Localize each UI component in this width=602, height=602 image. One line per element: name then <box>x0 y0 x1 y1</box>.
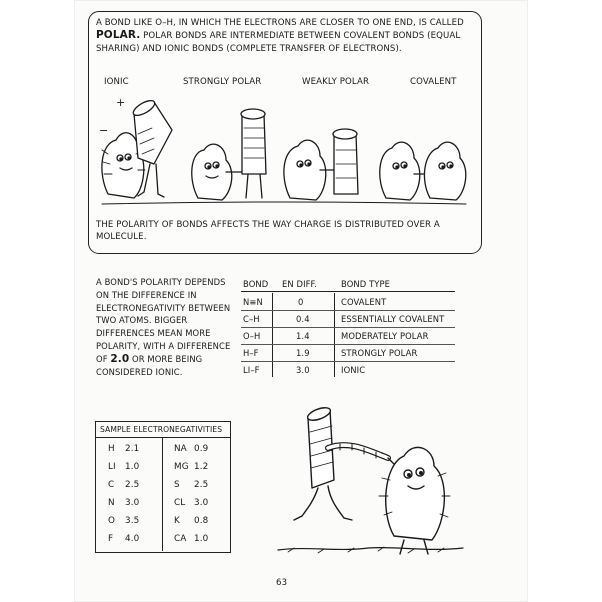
bond-table-header-diff: EN DIFF. <box>282 279 317 289</box>
closing-text: THE POLARITY OF BONDS AFFECTS THE WAY CHARGE IS DISTRIBUTED OVER A MOLECULE. <box>96 220 440 243</box>
table-row-type: IONIC <box>341 365 366 375</box>
element-value: 1.0 <box>125 462 140 472</box>
element-symbol: S <box>174 480 180 490</box>
category-ionic: IONIC <box>104 77 129 87</box>
table-row-bond: C–H <box>243 314 260 324</box>
table-row-type: STRONGLY POLAR <box>341 348 418 358</box>
table-row-type: COVALENT <box>341 297 387 307</box>
element-symbol: CL <box>174 498 186 508</box>
table-row-diff: 0.4 <box>296 314 310 324</box>
element-symbol: K <box>174 516 180 526</box>
element-value: 1.2 <box>194 462 209 472</box>
element-value: 0.8 <box>194 516 209 526</box>
element-symbol: N <box>108 498 115 508</box>
element-value: 2.5 <box>125 480 140 490</box>
table-row-bond: LI–F <box>243 365 260 375</box>
bond-table-row-rule <box>241 344 455 345</box>
element-symbol: NA <box>174 444 187 454</box>
intro-part1: A BOND LIKE O–H, IN WHICH THE ELECTRONS ARE CLOSER TO ONE END, IS CALLED <box>96 18 464 28</box>
category-strongly-polar: STRONGLY POLAR <box>183 77 262 87</box>
minus-charge: − <box>99 124 109 137</box>
element-value: 2.5 <box>194 480 209 490</box>
intro-part2: POLAR BONDS ARE INTERMEDIATE BETWEEN COVALENT BONDS (EQUAL SHARING) AND IONIC BONDS (COMPLETE TRANSFER OF ELECTRONS). <box>96 31 461 54</box>
bond-table-row-rule <box>241 310 455 311</box>
plus-charge: + <box>116 96 126 109</box>
table-row-bond: N≡N <box>243 297 263 307</box>
table-row-diff: 1.4 <box>296 331 310 341</box>
element-symbol: MG <box>174 462 189 472</box>
polar-term: POLAR. <box>96 29 141 42</box>
element-value: 3.0 <box>194 498 209 508</box>
element-value: 4.0 <box>125 534 140 544</box>
table-row-bond: H–F <box>243 348 259 358</box>
element-value: 2.1 <box>125 444 140 454</box>
electronegativity-col-divider <box>162 438 163 551</box>
category-weakly-polar: WEAKLY POLAR <box>302 77 370 87</box>
element-value: 1.0 <box>194 534 209 544</box>
bond-table-row-rule <box>241 327 455 328</box>
element-symbol: H <box>108 444 115 454</box>
table-row-type: ESSENTIALLY COVALENT <box>341 314 445 324</box>
element-symbol: C <box>108 480 115 490</box>
bond-table-col-divider <box>334 293 335 377</box>
table-row-bond: O–H <box>243 331 261 341</box>
element-value: 3.0 <box>125 498 140 508</box>
table-row-diff: 0 <box>298 297 304 307</box>
ionic-threshold: 2.0 <box>110 352 130 365</box>
table-row-type: MODERATELY POLAR <box>341 331 429 341</box>
polarity-paragraph <box>96 276 236 378</box>
page-number: 63 <box>276 578 288 588</box>
electronegativity-title: SAMPLE ELECTRONEGATIVITIES <box>100 425 223 434</box>
bond-table-row-rule <box>241 361 455 362</box>
element-symbol: F <box>108 534 114 544</box>
bond-table-header-bond: BOND <box>243 279 269 289</box>
element-symbol: O <box>108 516 116 526</box>
tug-of-war-illustration <box>268 400 468 560</box>
element-symbol: CA <box>174 534 187 544</box>
bond-table-col-divider <box>272 293 273 377</box>
paragraph-text2: OR MORE BEING CONSIDERED IONIC. <box>96 353 203 377</box>
table-row-diff: 1.9 <box>296 348 310 358</box>
intro-text <box>96 17 476 55</box>
bond-table-header-type: BOND TYPE <box>341 279 391 289</box>
category-covalent: COVALENT <box>410 77 457 87</box>
element-value: 0.9 <box>194 444 209 454</box>
table-row-diff: 3.0 <box>296 365 310 375</box>
paragraph-text1: A BOND'S POLARITY DEPENDS ON THE DIFFERENCE IN ELECTRONEGATIVITY BETWEEN TWO ATOMS. BIGGER DIFFERENCES MEAN MORE POLARITY, WITH A DIFFERENCE OF <box>96 277 231 364</box>
element-value: 3.5 <box>125 516 140 526</box>
bond-cartoon-illustration <box>94 94 474 206</box>
element-symbol: LI <box>108 462 116 472</box>
